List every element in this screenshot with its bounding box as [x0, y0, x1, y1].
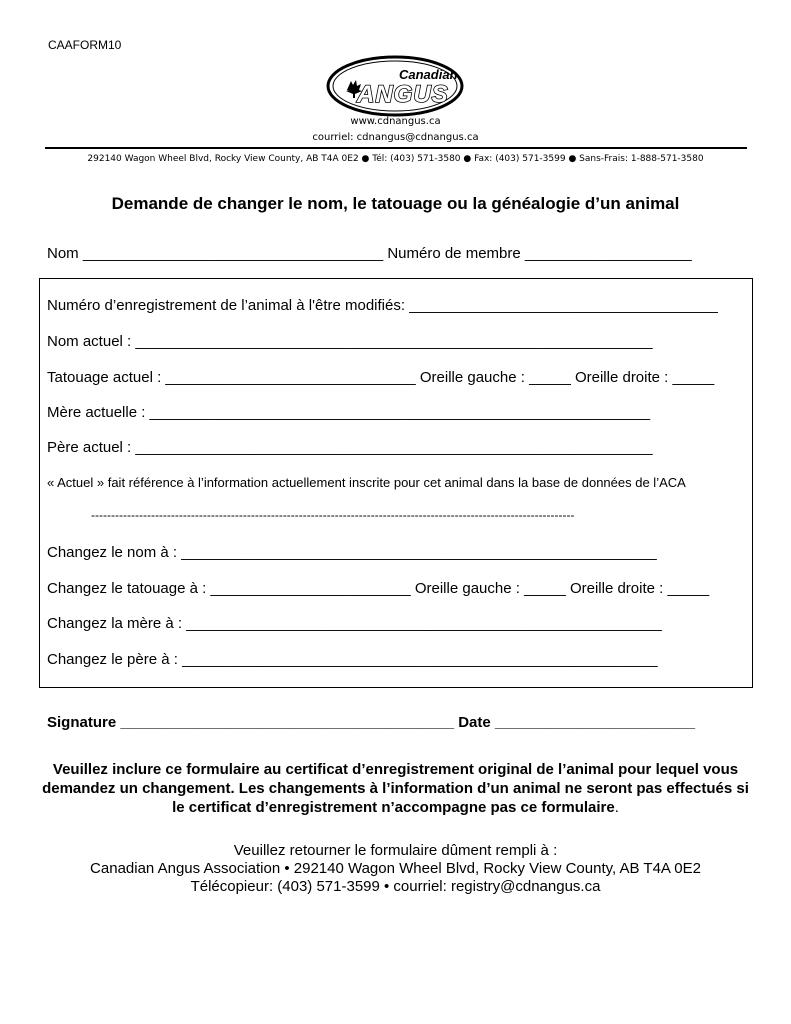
change-tattoo-field[interactable]: Changez le tatouage à : ________________________ Oreille gauche : _____ Oreille droite : _____: [47, 580, 710, 597]
email-line: courriel: cdnangus@cdnangus.ca: [312, 132, 479, 143]
logo-word-angus: ANGUS: [357, 81, 449, 108]
instructions-bold: Veuillez inclure ce formulaire au certificat d’enregistrement original de l’animal pour lequel vous demandez un changement. Les changements à l’information d’un animal ne seront pas effectués si le certificat d’enregistrement n’accompagne pas ce formulaire: [42, 761, 749, 816]
form-code: CAAFORM10: [48, 38, 122, 52]
instructions-period: .: [614, 799, 619, 816]
change-sire-field[interactable]: Changez le père à : _________________________________________________________: [47, 651, 658, 668]
name-member-field[interactable]: Nom ____________________________________ Numéro de membre ____________________: [47, 245, 692, 262]
header-divider: [45, 147, 747, 149]
return-line-2: Canadian Angus Association • 292140 Wagon Wheel Blvd, Rocky View County, AB T4A 0E2: [90, 860, 701, 877]
website-link[interactable]: www.cdnangus.ca: [350, 116, 441, 127]
return-line-3: Télécopieur: (403) 571-3599 • courriel: registry@cdnangus.ca: [190, 878, 601, 895]
instructions-paragraph: [40, 760, 751, 817]
dashed-separator: -------------------------------------------------------------------------------------------------------------------------: [91, 508, 575, 522]
return-line-1: Veuillez retourner le formulaire dûment rempli à :: [233, 842, 558, 859]
canadian-angus-logo: [325, 54, 465, 118]
form-title: Demande de changer le nom, le tatouage ou la généalogie d’un animal: [111, 194, 680, 213]
signature-date-field[interactable]: Signature ________________________________________ Date ________________________: [47, 714, 696, 731]
current-name-field[interactable]: Nom actuel : ______________________________________________________________: [47, 333, 653, 350]
current-tattoo-field[interactable]: Tatouage actuel : ______________________________ Oreille gauche : _____ Oreille droite : _____: [47, 369, 715, 386]
logo-word-canadian: Canadian: [399, 67, 458, 82]
current-note: « Actuel » fait référence à l’information actuellement inscrite pour cet animal dans la base de données de l’ACA: [47, 475, 686, 490]
registration-number-field[interactable]: Numéro d’enregistrement de l’animal à l'être modifiés: _____________________________________: [47, 297, 718, 314]
current-dam-field[interactable]: Mère actuelle : ____________________________________________________________: [47, 404, 651, 421]
current-sire-field[interactable]: Père actuel : ______________________________________________________________: [47, 439, 653, 456]
change-name-field[interactable]: Changez le nom à : _________________________________________________________: [47, 544, 657, 561]
change-dam-field[interactable]: Changez la mère à : _________________________________________________________: [47, 615, 662, 632]
address-line: 292140 Wagon Wheel Blvd, Rocky View County, AB T4A 0E2 ● Tél: (403) 571-3580 ● Fax: (403) 571-3599 ● Sans-Frais: 1-888-571-3580: [87, 154, 704, 164]
